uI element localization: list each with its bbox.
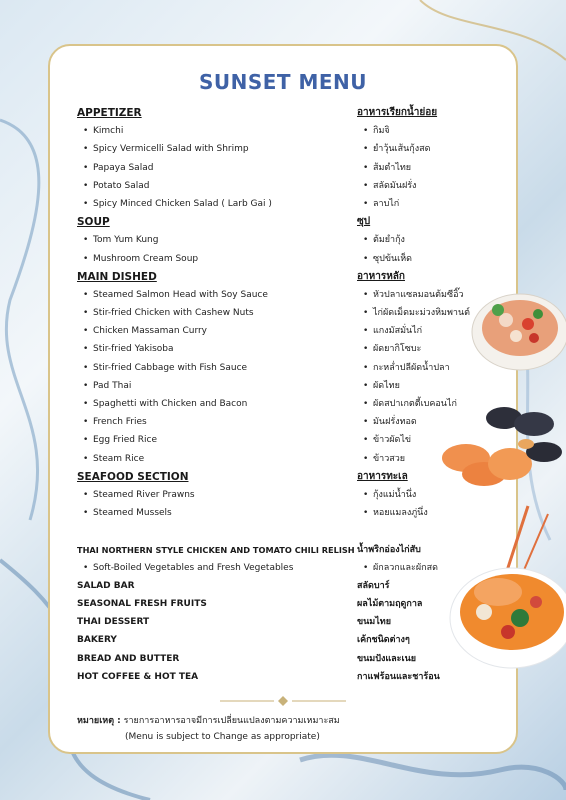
menu-title: SUNSET MENU (198, 70, 368, 94)
northern-relish-title-th: น้ำพริกอ่องไก่สับ (357, 544, 421, 555)
extra-item: ขนมปังและเนย (357, 653, 416, 664)
menu-item: • Mushroom Cream Soup (77, 250, 342, 268)
section-header-soup-th: ซุป (357, 216, 371, 228)
section-header-main: MAIN DISHED (77, 270, 157, 283)
section-header-main-th: อาหารหลัก (357, 270, 405, 282)
extra-item: ผลไม้ตามฤดูกาล (357, 599, 423, 610)
northern-relish-title: THAI NORTHERN STYLE CHICKEN AND TOMATO CHILI RELISH (77, 544, 355, 555)
menu-item: • ยำวุ้นเส้นกุ้งสด (357, 140, 477, 158)
salad-bowl-image (468, 284, 566, 374)
section-header-appetizer: APPETIZER (77, 107, 142, 119)
menu-item: • Papaya Salad (77, 159, 342, 177)
menu-item: • ลาบไก่ (357, 195, 477, 213)
menu-item: • แกงมัสมั่นไก่ (357, 322, 477, 340)
note-thai: รายการอาหารอาจมีการเปลี่ยนแปลงตามความเหมาะสม (123, 716, 340, 726)
menu-item: • กุ้งแม่น้ำนึ่ง (357, 486, 477, 504)
menu-item: • ผักลวกและผักสด (357, 559, 477, 577)
extra-item: SALAD BAR (77, 580, 135, 591)
seafood-platter-image (440, 394, 566, 494)
menu-item: • Spicy Minced Chicken Salad ( Larb Gai ) (77, 195, 342, 213)
menu-item: • ต้มยำกุ้ง (357, 231, 477, 249)
menu-item: • Tom Yum Kung (77, 231, 342, 249)
extra-item: สลัดบาร์ (357, 580, 390, 591)
menu-item: • ข้าวสวย (357, 450, 477, 468)
menu-item: • Spaghetti with Chicken and Bacon (77, 395, 342, 413)
menu-item: • ผัดไทย (357, 377, 477, 395)
menu-item: • Soft-Boiled Vegetables and Fresh Vegetables (77, 559, 342, 577)
note-english: (Menu is subject to Change as appropriate) (125, 732, 320, 742)
menu-item: • ผัดยากิโซบะ (357, 340, 477, 358)
extra-item: เค้กชนิดต่างๆ (357, 635, 410, 646)
section-header-soup: SOUP (77, 216, 110, 229)
extra-item: กาแฟร้อนและชาร้อน (357, 671, 440, 682)
menu-item: • ผัดสปาเกตตี้เบคอนไก่ (357, 395, 477, 413)
menu-item: • ไก่ผัดเม็ดมะม่วงหิมพานต์ (357, 304, 477, 322)
menu-item: • มันฝรั่งทอด (357, 413, 477, 431)
menu-item: • กะหล่ำปลีผัดน้ำปลา (357, 359, 477, 377)
ornament-divider (220, 696, 346, 706)
menu-item: • ส้มตำไทย (357, 159, 477, 177)
extra-item: ขนมไทย (357, 617, 391, 628)
menu-item: • Steamed Salmon Head with Soy Sauce (77, 286, 342, 304)
menu-item: • Pad Thai (77, 377, 342, 395)
section-header-appetizer-th: อาหารเรียกน้ำย่อย (357, 107, 438, 118)
menu-item: • หอยแมลงภู่นึ่ง (357, 504, 477, 522)
menu-item: • Kimchi (77, 122, 342, 140)
menu-item: • ข้าวผัดไข่ (357, 431, 477, 449)
extra-item: SEASONAL FRESH FRUITS (77, 599, 207, 610)
english-column (77, 104, 355, 686)
menu-item: • Spicy Vermicelli Salad with Shrimp (77, 140, 342, 158)
menu-item: • French Fries (77, 413, 342, 431)
menu-item: • Stir-fried Yakisoba (77, 340, 342, 358)
menu-item: • สลัดมันฝรั่ง (357, 177, 477, 195)
note-label: หมายเหตุ : (77, 716, 121, 726)
menu-item: • Steamed Mussels (77, 504, 342, 522)
menu-item: • Chicken Massaman Curry (77, 322, 342, 340)
extra-item: BAKERY (77, 635, 117, 646)
menu-item: • Steamed River Prawns (77, 486, 342, 504)
menu-item: • Egg Fried Rice (77, 431, 342, 449)
section-header-seafood-th: อาหารทะเล (357, 470, 408, 482)
extra-item: BREAD AND BUTTER (77, 653, 180, 664)
menu-item: • Stir-fried Chicken with Cashew Nuts (77, 304, 342, 322)
menu-item: • Stir-fried Cabbage with Fish Sauce (77, 359, 342, 377)
menu-item: • Potato Salad (77, 177, 342, 195)
menu-item: • Steam Rice (77, 450, 342, 468)
extra-item: THAI DESSERT (77, 617, 150, 628)
tom-yum-bowl-image (428, 500, 566, 700)
menu-item: • กิมจิ (357, 122, 477, 140)
menu-note (77, 713, 340, 745)
menu-item: • หัวปลาแซลมอนต้มซีอิ๊ว (357, 286, 477, 304)
section-header-seafood: SEAFOOD SECTION (77, 470, 189, 483)
menu-item: • ซุปข้นเห็ด (357, 250, 477, 268)
extra-item: HOT COFFEE & HOT TEA (77, 671, 199, 682)
